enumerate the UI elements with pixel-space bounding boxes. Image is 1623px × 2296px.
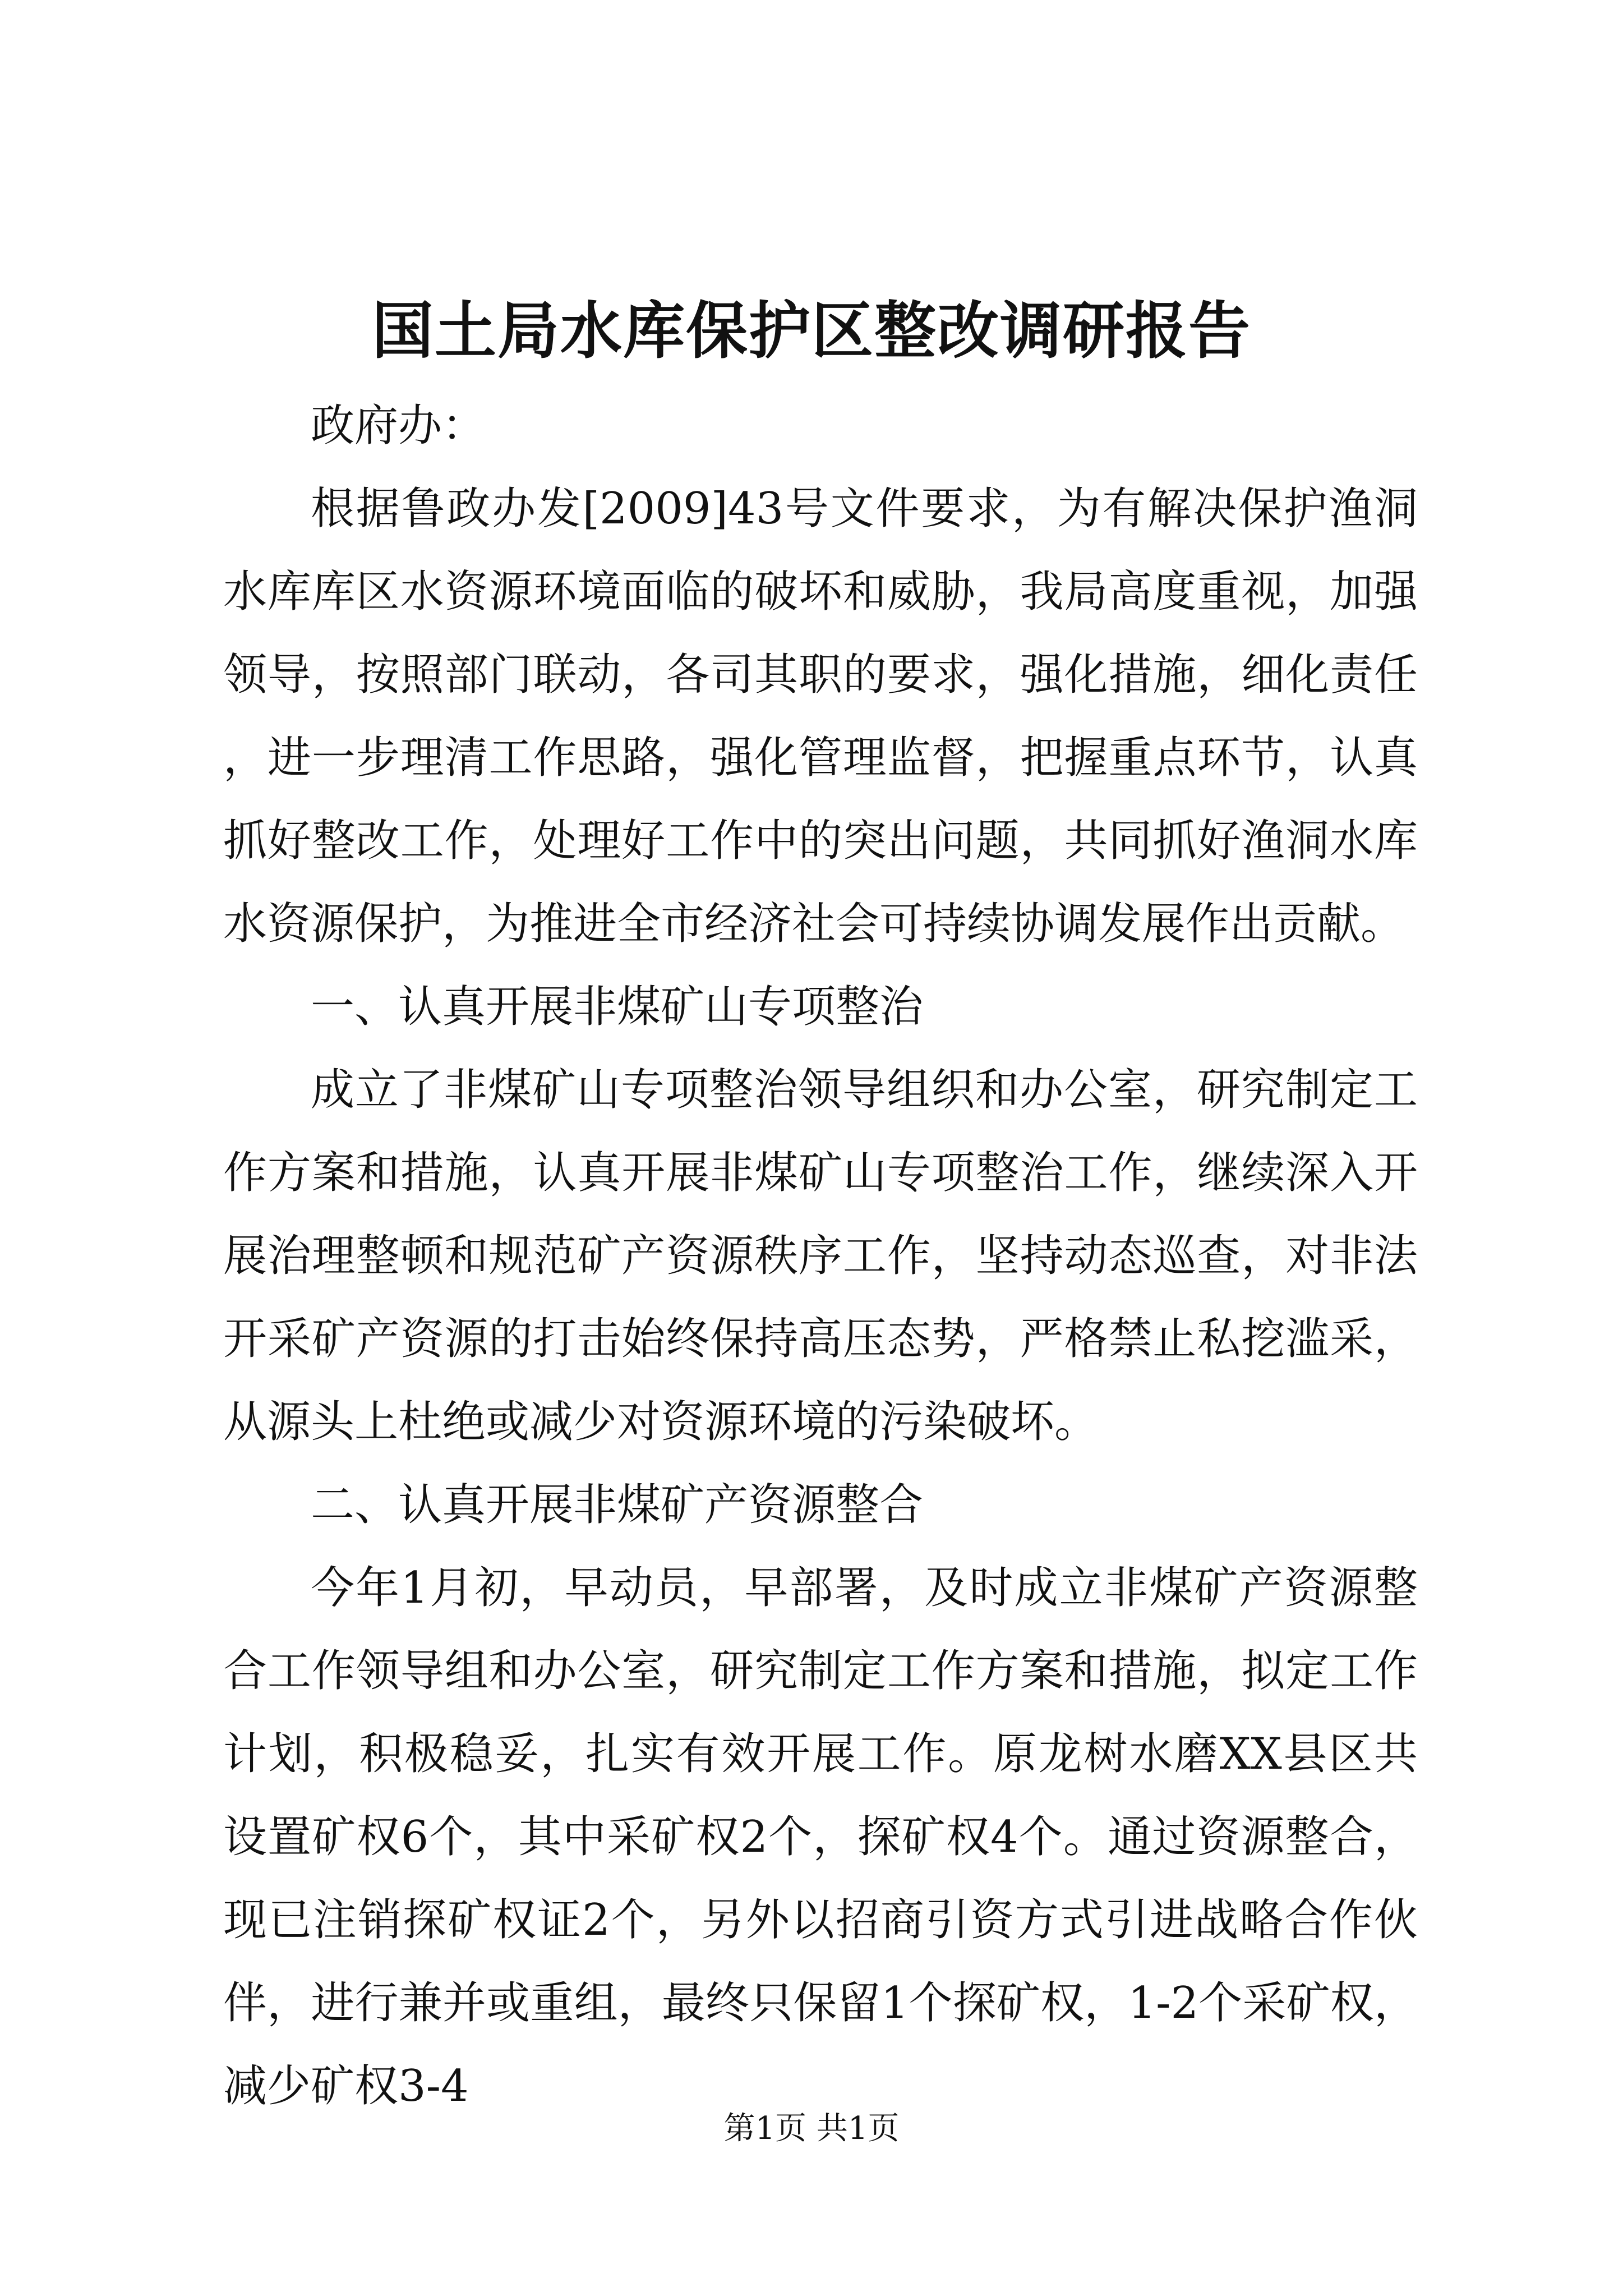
- paragraph-section-1: 成立了非煤矿山专项整治领导组织和办公室，研究制定工作方案和措施，认真开展非煤矿山专项整治工作，继续深入开展治理整顿和规范矿产资源秩序工作，坚持动态巡查，对非法开采矿产资源的打击始终保持高压态势，严格禁止私挖滥采，从源头上杜绝或减少对资源环境的污染破坏。: [223, 1065, 1418, 1447]
- paragraph-intro: 根据鲁政办发[2009]43号文件要求，为有解决保护渔洞水库库区水资源环境面临的破坏和威胁，我局高度重视，加强领导，按照部门联动，各司其职的要求，强化措施，细化责任，进一步理清工作思路，强化管理监督，把握重点环节，认真抓好整改工作，处理好工作中的突出问题，共同抓好渔洞水库水资源保护，为推进全市经济社会可持续协调发展作出贡献。: [223, 484, 1418, 949]
- document-title: 国土局水库保护区整改调研报告: [372, 295, 1251, 367]
- section-heading-1: 一、认真开展非煤矿山专项整治: [311, 982, 924, 1032]
- document-body: [223, 384, 1418, 2128]
- page-footer: 第1页 共1页: [723, 2110, 900, 2147]
- paragraph-section-2: 今年1月初，早动员，早部署，及时成立非煤矿产资源整合工作领导组和办公室，研究制定工作方案和措施，拟定工作计划，积极稳妥，扎实有效开展工作。原龙树水磨XX县区共设置矿权6个，其中采矿权2个，探矿权4个。通过资源整合，现已注销探矿权证2个，另外以招商引资方式引进战略合作伙伴，进行兼并或重组，最终只保留1个探矿权，1-2个采矿权，减少矿权3-4: [223, 1563, 1418, 2111]
- section-heading-2: 二、认真开展非煤矿产资源整合: [311, 1480, 924, 1530]
- salutation: 政府办：: [311, 401, 486, 451]
